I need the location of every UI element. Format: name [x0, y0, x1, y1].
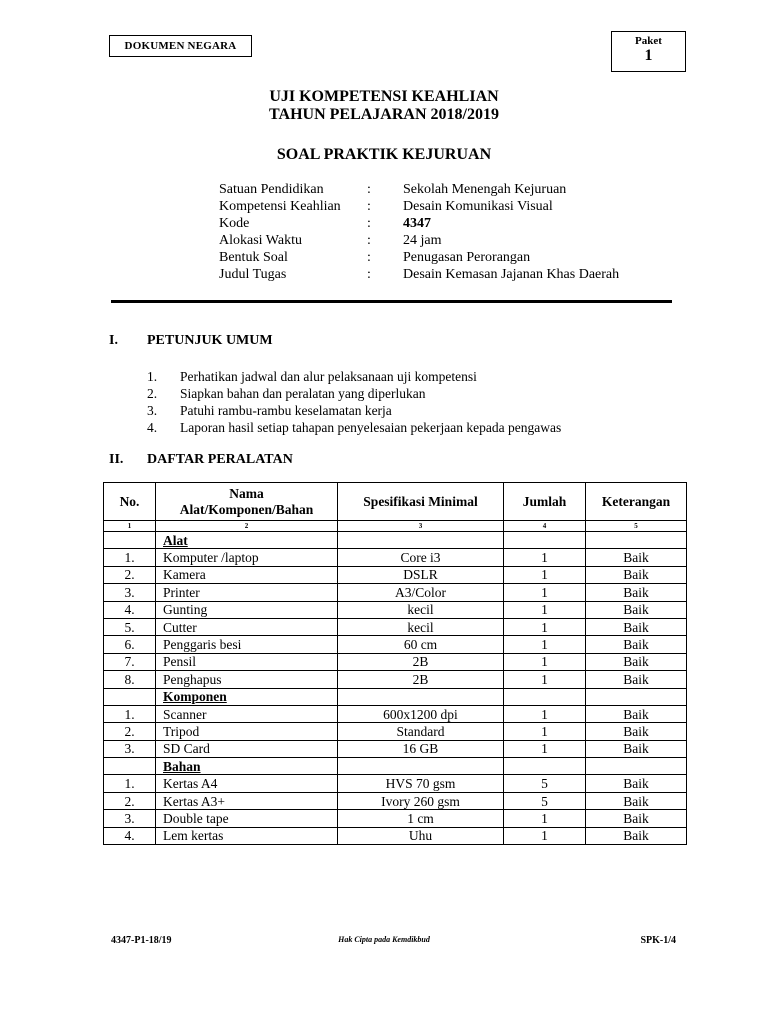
cell-keterangan: Baik — [586, 740, 687, 757]
paket-number: 1 — [644, 47, 653, 64]
cell-no: 7. — [104, 653, 156, 670]
section-number: II. — [109, 452, 124, 467]
table-row — [104, 740, 687, 757]
group-empty-cell — [586, 688, 687, 705]
column-number: 5 — [586, 521, 687, 532]
meta-row — [219, 198, 619, 215]
column-number: 1 — [104, 521, 156, 532]
table-row — [104, 618, 687, 635]
cell-jumlah: 1 — [504, 584, 586, 601]
column-number: 4 — [504, 521, 586, 532]
meta-colon: : — [367, 267, 371, 282]
group-row — [104, 758, 687, 775]
document-label: DOKUMEN NEGARA — [109, 35, 252, 57]
cell-spesifikasi: 60 cm — [338, 636, 504, 653]
cell-no: 4. — [104, 827, 156, 844]
header-nama-line1: Nama — [229, 485, 264, 501]
cell-spesifikasi: DSLR — [338, 566, 504, 583]
title-line-1: UJI KOMPETENSI KEAHLIAN — [269, 88, 499, 105]
cell-nama: SD Card — [156, 740, 338, 757]
cell-jumlah: 1 — [504, 636, 586, 653]
cell-keterangan: Baik — [586, 810, 687, 827]
cell-nama: Printer — [156, 584, 338, 601]
table-row — [104, 775, 687, 792]
list-item-text: Siapkan bahan dan peralatan yang diperlukan — [180, 386, 426, 401]
cell-no: 1. — [104, 705, 156, 722]
cell-no: 2. — [104, 566, 156, 583]
cell-jumlah: 1 — [504, 653, 586, 670]
cell-nama: Kamera — [156, 566, 338, 583]
list-item-number: 1. — [147, 369, 158, 384]
cell-keterangan: Baik — [586, 775, 687, 792]
title-line-3: SOAL PRAKTIK KEJURUAN — [276, 146, 492, 163]
list-item-text: Perhatikan jadwal dan alur pelaksanaan uji kompetensi — [180, 369, 477, 384]
table-row — [104, 827, 687, 844]
cell-spesifikasi: Uhu — [338, 827, 504, 844]
cell-nama: Gunting — [156, 601, 338, 618]
meta-key: Satuan Pendidikan — [219, 182, 324, 197]
cell-no: 3. — [104, 810, 156, 827]
cell-nama: Tripod — [156, 723, 338, 740]
group-row — [104, 688, 687, 705]
section-number: I. — [109, 333, 118, 348]
cell-keterangan: Baik — [586, 723, 687, 740]
title-line-2: TAHUN PELAJARAN 2018/2019 — [269, 106, 499, 123]
list-item — [147, 368, 561, 385]
meta-block — [219, 181, 619, 283]
cell-jumlah: 5 — [504, 792, 586, 809]
table-row — [104, 549, 687, 566]
table-row — [104, 636, 687, 653]
instruction-list — [147, 368, 561, 436]
footer-page: SPK-1/4 — [640, 935, 676, 946]
group-empty-cell — [338, 758, 504, 775]
meta-value: Penugasan Perorangan — [403, 250, 531, 265]
cell-no: 1. — [104, 549, 156, 566]
cell-spesifikasi: 2B — [338, 671, 504, 688]
cell-nama: Kertas A4 — [156, 775, 338, 792]
cell-jumlah: 1 — [504, 671, 586, 688]
table-row — [104, 810, 687, 827]
cell-jumlah: 1 — [504, 549, 586, 566]
section-title: DAFTAR PERALATAN — [147, 452, 293, 467]
list-item — [147, 385, 561, 402]
footer-code: 4347-P1-18/19 — [111, 935, 172, 946]
header-spesifikasi: Spesifikasi Minimal — [338, 483, 504, 521]
group-name: Bahan — [156, 758, 338, 775]
cell-jumlah: 1 — [504, 740, 586, 757]
cell-spesifikasi: 600x1200 dpi — [338, 705, 504, 722]
column-number-row — [104, 521, 687, 532]
cell-keterangan: Baik — [586, 636, 687, 653]
meta-key: Alokasi Waktu — [219, 233, 302, 248]
cell-keterangan: Baik — [586, 827, 687, 844]
cell-keterangan: Baik — [586, 566, 687, 583]
cell-keterangan: Baik — [586, 584, 687, 601]
cell-no: 1. — [104, 775, 156, 792]
cell-nama: Scanner — [156, 705, 338, 722]
meta-row — [219, 266, 619, 283]
meta-colon: : — [367, 182, 371, 197]
cell-spesifikasi: Core i3 — [338, 549, 504, 566]
group-empty-cell — [504, 758, 586, 775]
header-nama — [156, 483, 338, 521]
header-keterangan: Keterangan — [586, 483, 687, 521]
group-no-cell — [104, 532, 156, 549]
list-item-number: 3. — [147, 403, 158, 418]
paket-label: Paket — [635, 35, 662, 47]
group-empty-cell — [338, 532, 504, 549]
group-no-cell — [104, 758, 156, 775]
cell-spesifikasi: A3/Color — [338, 584, 504, 601]
cell-spesifikasi: kecil — [338, 601, 504, 618]
list-item — [147, 402, 561, 419]
table-row — [104, 671, 687, 688]
cell-keterangan: Baik — [586, 671, 687, 688]
cell-keterangan: Baik — [586, 792, 687, 809]
table-row — [104, 792, 687, 809]
table-row — [104, 584, 687, 601]
cell-nama: Komputer /laptop — [156, 549, 338, 566]
cell-nama: Lem kertas — [156, 827, 338, 844]
group-name: Komponen — [156, 688, 338, 705]
cell-jumlah: 1 — [504, 810, 586, 827]
equipment-table — [103, 482, 687, 845]
meta-row — [219, 249, 619, 266]
meta-value: Desain Kemasan Jajanan Khas Daerah — [403, 267, 620, 282]
cell-jumlah: 1 — [504, 723, 586, 740]
group-name: Alat — [156, 532, 338, 549]
list-item-number: 2. — [147, 386, 158, 401]
meta-colon: : — [367, 233, 371, 248]
cell-jumlah: 1 — [504, 827, 586, 844]
cell-no: 2. — [104, 792, 156, 809]
group-no-cell — [104, 688, 156, 705]
header-jumlah: Jumlah — [504, 483, 586, 521]
section-title: PETUNJUK UMUM — [147, 333, 273, 348]
cell-keterangan: Baik — [586, 618, 687, 635]
column-number: 2 — [156, 521, 338, 532]
cell-keterangan: Baik — [586, 601, 687, 618]
meta-key: Kode — [219, 216, 250, 231]
table-row — [104, 705, 687, 722]
meta-key: Judul Tugas — [219, 267, 287, 282]
paket-box — [611, 31, 686, 72]
meta-value: Desain Komunikasi Visual — [403, 199, 553, 214]
cell-nama: Penghapus — [156, 671, 338, 688]
table-body — [104, 532, 687, 845]
meta-key: Bentuk Soal — [219, 250, 288, 265]
group-empty-cell — [586, 532, 687, 549]
cell-no: 5. — [104, 618, 156, 635]
cell-no: 4. — [104, 601, 156, 618]
cell-no: 8. — [104, 671, 156, 688]
table-row — [104, 723, 687, 740]
cell-spesifikasi: Ivory 260 gsm — [338, 792, 504, 809]
header-no: No. — [104, 483, 156, 521]
meta-colon: : — [367, 216, 371, 231]
cell-nama: Penggaris besi — [156, 636, 338, 653]
cell-spesifikasi: 16 GB — [338, 740, 504, 757]
cell-keterangan: Baik — [586, 705, 687, 722]
list-item-number: 4. — [147, 420, 158, 435]
cell-nama: Pensil — [156, 653, 338, 670]
meta-key: Kompetensi Keahlian — [219, 199, 341, 214]
cell-jumlah: 1 — [504, 601, 586, 618]
meta-colon: : — [367, 250, 371, 265]
cell-nama: Kertas A3+ — [156, 792, 338, 809]
cell-spesifikasi: 2B — [338, 653, 504, 670]
cell-keterangan: Baik — [586, 549, 687, 566]
meta-value: Sekolah Menengah Kejuruan — [403, 182, 567, 197]
cell-nama: Cutter — [156, 618, 338, 635]
cell-no: 3. — [104, 740, 156, 757]
meta-row — [219, 181, 619, 198]
cell-jumlah: 1 — [504, 566, 586, 583]
header-nama-line2: Alat/Komponen/Bahan — [179, 501, 314, 517]
cell-no: 6. — [104, 636, 156, 653]
cell-spesifikasi: kecil — [338, 618, 504, 635]
cell-no: 3. — [104, 584, 156, 601]
cell-jumlah: 5 — [504, 775, 586, 792]
meta-row — [219, 232, 619, 249]
table-row — [104, 601, 687, 618]
list-item-text: Laporan hasil setiap tahapan penyelesaian pekerjaan kepada pengawas — [180, 420, 562, 435]
cell-keterangan: Baik — [586, 653, 687, 670]
list-item-text: Patuhi rambu-rambu keselamatan kerja — [180, 403, 392, 418]
header-divider — [111, 300, 672, 303]
column-number: 3 — [338, 521, 504, 532]
meta-row — [219, 215, 619, 232]
list-item — [147, 419, 561, 436]
cell-no: 2. — [104, 723, 156, 740]
cell-jumlah: 1 — [504, 618, 586, 635]
cell-spesifikasi: HVS 70 gsm — [338, 775, 504, 792]
table-row — [104, 566, 687, 583]
cell-spesifikasi: 1 cm — [338, 810, 504, 827]
group-empty-cell — [504, 688, 586, 705]
group-empty-cell — [504, 532, 586, 549]
footer-copyright: Hak Cipta pada Kemdikbud — [338, 935, 430, 944]
cell-nama: Double tape — [156, 810, 338, 827]
group-empty-cell — [338, 688, 504, 705]
table-header-row — [104, 483, 687, 521]
cell-jumlah: 1 — [504, 705, 586, 722]
meta-colon: : — [367, 199, 371, 214]
group-row — [104, 532, 687, 549]
meta-value: 24 jam — [403, 233, 442, 248]
meta-value: 4347 — [403, 216, 431, 231]
cell-spesifikasi: Standard — [338, 723, 504, 740]
group-empty-cell — [586, 758, 687, 775]
table-row — [104, 653, 687, 670]
